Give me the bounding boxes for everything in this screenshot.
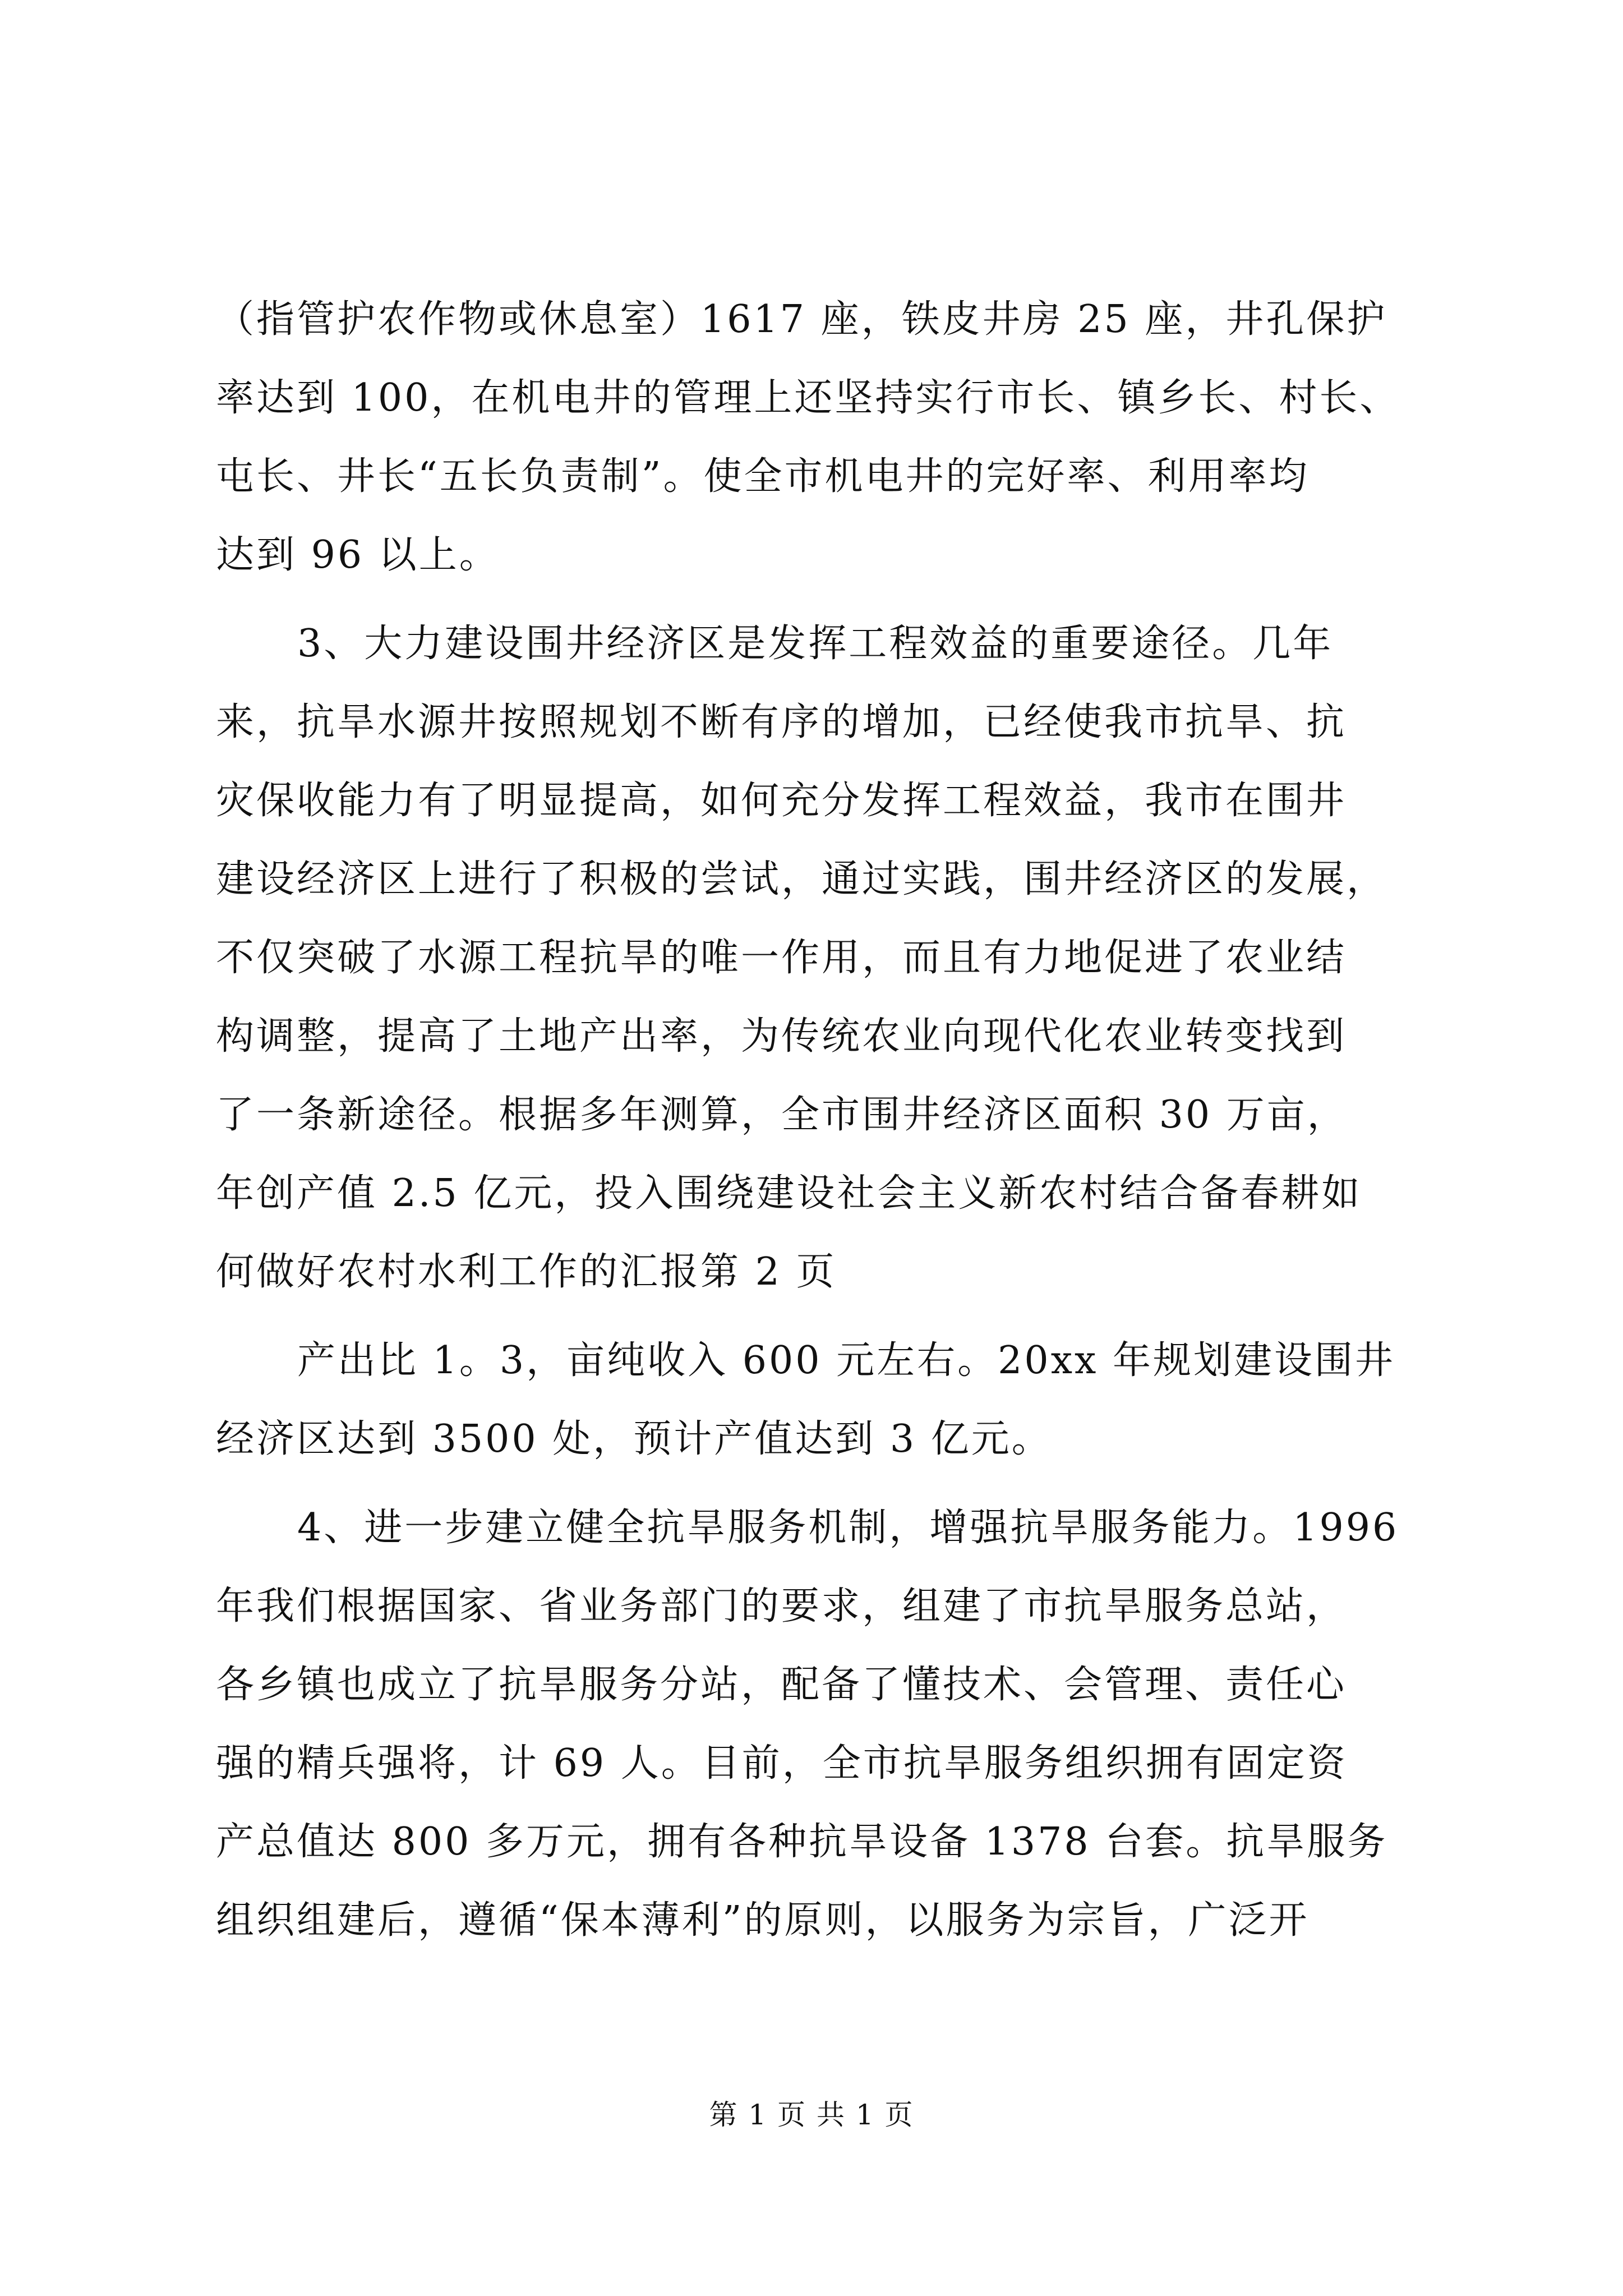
text-line: 构调整，提高了土地产出率，为传统农业向现代化农业转变找到 <box>216 1014 1347 1059</box>
text-line: 强的精兵强将，计 69 人。目前，全市抗旱服务组织拥有固定资 <box>216 1741 1348 1786</box>
text-line: 达到 96 以上。 <box>216 533 500 577</box>
text-line: 灾保收能力有了明显提高，如何充分发挥工程效益，我市在围井 <box>216 779 1347 823</box>
text-line: 何做好农村水利工作的汇报第 2 页 <box>216 1250 837 1294</box>
text-line: 各乡镇也成立了抗旱服务分站，配备了懂技术、会管理、责任心 <box>216 1663 1347 1707</box>
paragraph-continuation: 产出比 1。3，亩纯收入 600 元左右。20xx 年规划建设围井 <box>297 1338 1396 1383</box>
text-line: 建设经济区上进行了积极的尝试，通过实践，围井经济区的发展， <box>216 857 1387 901</box>
text-line: 率达到 100，在机电井的管理上还坚持实行市长、镇乡长、村长、 <box>216 376 1400 420</box>
text-line: 屯长、井长“五长负责制”。使全市机电井的完好率、利用率均 <box>216 454 1310 499</box>
text-line: 不仅突破了水源工程抗旱的唯一作用，而且有力地促进了农业结 <box>216 936 1347 980</box>
paragraph-4-start: 4、进一步建立健全抗旱服务机制，增强抗旱服务能力。1996 <box>297 1506 1399 1550</box>
text-line: 年创产值 2.5 亿元，投入围绕建设社会主义新农村结合备春耕如 <box>216 1171 1362 1216</box>
text-line: （指管护农作物或休息室）1617 座，铁皮井房 25 座，井孔保护 <box>216 297 1387 342</box>
paragraph-3-start: 3、大力建设围井经济区是发挥工程效益的重要途径。几年 <box>297 622 1334 666</box>
text-line: 经济区达到 3500 处，预计产值达到 3 亿元。 <box>216 1417 1052 1461</box>
text-line: 产总值达 800 多万元，拥有各种抗旱设备 1378 台套。抗旱服务 <box>216 1820 1388 1864</box>
text-line: 组织组建后，遵循“保本薄利”的原则，以服务为宗旨，广泛开 <box>216 1898 1310 1943</box>
text-line: 了一条新途径。根据多年测算，全市围井经济区面积 30 万亩， <box>216 1093 1348 1137</box>
page-footer: 第 1 页 共 1 页 <box>709 2099 914 2131</box>
text-line: 年我们根据国家、省业务部门的要求，组建了市抗旱服务总站， <box>216 1584 1347 1628</box>
text-line: 来，抗旱水源井按照规划不断有序的增加，已经使我市抗旱、抗 <box>216 700 1347 744</box>
